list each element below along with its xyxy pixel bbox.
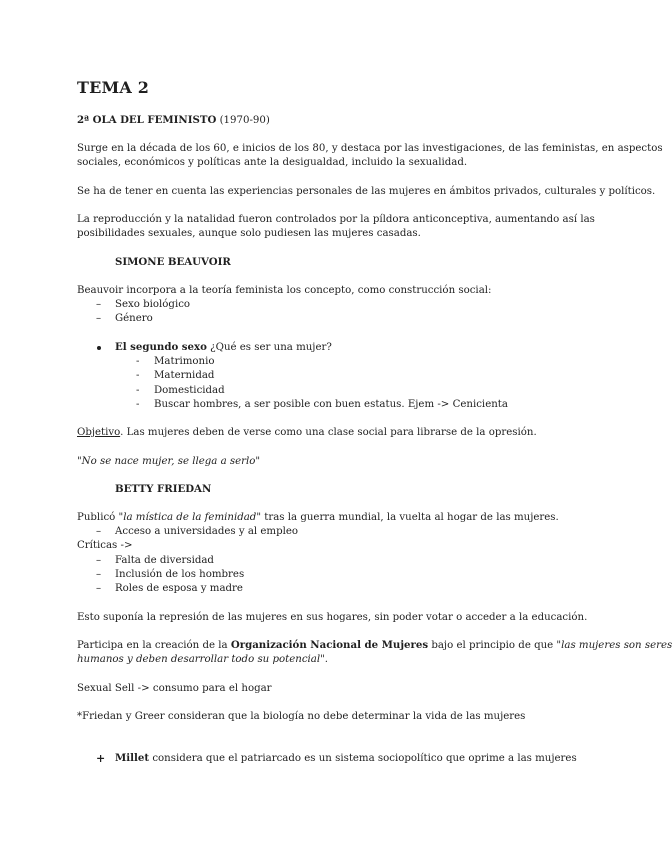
friedan-publication — [77, 511, 559, 524]
sub-item: Maternidad — [154, 370, 215, 381]
critica-item: Roles de esposa y madre — [115, 583, 243, 594]
sub-item: Domesticidad — [154, 385, 225, 396]
paragraph-1-line-1: Surge en la década de los 60, e inicios de los 80, y destaca por las investigaciones, de las feministas, en aspectos — [77, 143, 663, 154]
publication-text-a: Publicó " — [77, 512, 124, 523]
beauvoir-intro: Beauvoir incorpora a la teoría feminista los concepto, como construcción social: — [77, 285, 492, 296]
page-title: TEMA 2 — [77, 78, 150, 97]
critica-item: Inclusión de los hombres — [115, 569, 245, 580]
publication-item: Acceso a universidades y al empleo — [115, 526, 299, 537]
paragraph-1-line-2: sociales, económicos y políticas ante la desigualdad, incluido la sexualidad. — [77, 157, 468, 168]
organization-principle-1: las mujeres son seres — [561, 640, 672, 651]
section-heading-dates: (1970-90) — [216, 115, 270, 126]
objective-label: Objetivo — [77, 427, 121, 438]
organization-text-a: Participa en la creación de la — [77, 640, 231, 651]
organization-line-2 — [77, 653, 328, 666]
dash-marker: – — [96, 583, 102, 594]
millet-name: Millet — [115, 752, 150, 764]
critica-item: Falta de diversidad — [115, 555, 214, 566]
concept-item: Género — [115, 313, 153, 324]
beauvoir-heading: SIMONE BEAUVOIR — [115, 256, 231, 268]
criticas-label: Críticas -> — [77, 540, 133, 551]
objective-line — [77, 426, 537, 439]
dash-marker: – — [96, 555, 102, 566]
section-heading — [77, 114, 270, 127]
dash-marker: – — [96, 526, 102, 537]
dash-marker: - — [136, 385, 140, 396]
dash-marker: – — [96, 313, 102, 324]
repression-paragraph: Esto suponía la represión de las mujeres en sus hogares, sin poder votar o acceder a la educación. — [77, 612, 588, 623]
segundo-sexo-item — [115, 341, 332, 354]
sub-item: Buscar hombres, a ser posible con buen estatus. Ejem -> Cenicienta — [154, 399, 508, 410]
bullet-icon — [97, 346, 101, 350]
dash-marker: - — [136, 399, 140, 410]
segundo-sexo-question: ¿Qué es ser una mujer? — [206, 342, 332, 353]
paragraph-2: Se ha de tener en cuenta las experiencias personales de las mujeres en ámbitos privados, culturales y políticos. — [77, 186, 656, 197]
dash-marker: - — [136, 356, 140, 367]
paragraph-3-line-2: posibilidades sexuales, aunque solo pudiesen las mujeres casadas. — [77, 228, 421, 239]
segundo-sexo-title: El segundo sexo — [115, 341, 207, 353]
beauvoir-quote: "No se nace mujer, se llega a serlo" — [77, 456, 261, 467]
publication-text-b: " tras la guerra mundial, la vuelta al hogar de las mujeres. — [256, 512, 559, 523]
publication-book-title: la mística de la feminidad — [123, 512, 257, 523]
organization-name: Organización Nacional de Mujeres — [230, 639, 429, 651]
organization-text-c: ". — [320, 654, 329, 665]
paragraph-3-line-1: La reproducción y la natalidad fueron controlados por la píldora anticonceptiva, aumentando así las — [77, 214, 595, 225]
organization-text-b: bajo el principio de que " — [428, 640, 562, 651]
sexual-sell-line: Sexual Sell -> consumo para el hogar — [77, 683, 272, 694]
dash-marker: – — [96, 569, 102, 580]
millet-line — [115, 752, 577, 765]
sub-item: Matrimonio — [154, 356, 215, 367]
plus-icon: + — [96, 752, 106, 765]
organization-line-1 — [77, 639, 672, 652]
organization-principle-2: humanos y deben desarrollar todo su potencial — [77, 654, 321, 665]
concept-item: Sexo biológico — [115, 299, 191, 310]
section-heading-bold: 2ª OLA DEL FEMINISTO — [77, 114, 217, 126]
friedan-greer-note: *Friedan y Greer consideran que la biología no debe determinar la vida de las mujeres — [77, 711, 526, 722]
friedan-heading: BETTY FRIEDAN — [115, 483, 212, 495]
objective-text: . Las mujeres deben de verse como una clase social para librarse de la opresión. — [120, 427, 537, 438]
dash-marker: - — [136, 370, 140, 381]
millet-text: considera que el patriarcado es un sistema sociopolítico que oprime a las mujeres — [149, 753, 577, 764]
dash-marker: – — [96, 299, 102, 310]
